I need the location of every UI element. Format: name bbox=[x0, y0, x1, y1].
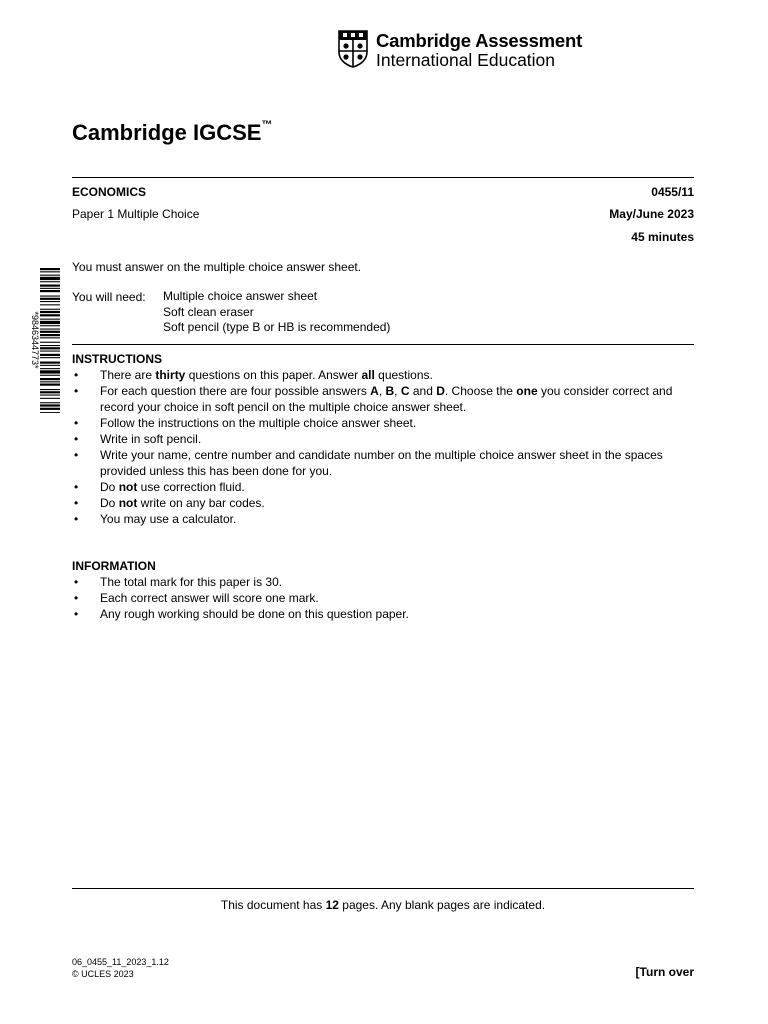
answer-instruction: You must answer on the multiple choice answer sheet. bbox=[72, 260, 362, 274]
org-name-line1: Cambridge Assessment bbox=[376, 30, 583, 51]
qualification-title bbox=[72, 120, 272, 146]
paper-title: Paper 1 Multiple Choice bbox=[72, 207, 200, 221]
turn-over: [Turn over bbox=[635, 965, 694, 979]
qualification-name: Cambridge IGCSE bbox=[72, 120, 262, 145]
instruction-item: • For each question there are four possible answers A, B, C and D. Choose the one you consider correct and record your choice in soft pencil on the multiple choice answer sheet. bbox=[72, 383, 694, 415]
barcode bbox=[26, 268, 60, 413]
instruction-item: • Write your name, centre number and candidate number on the multiple choice answer sheet in the spaces provided unless this has been done for you. bbox=[72, 447, 694, 479]
information-list bbox=[72, 574, 694, 622]
document-id: 06_0455_11_2023_1.12 bbox=[72, 957, 169, 967]
paper-code: 0455/11 bbox=[651, 185, 694, 199]
divider-top bbox=[72, 177, 694, 178]
instructions-heading: INSTRUCTIONS bbox=[72, 352, 162, 366]
barcode-bars bbox=[40, 268, 60, 413]
session: May/June 2023 bbox=[609, 207, 694, 221]
cambridge-shield-icon bbox=[338, 30, 368, 68]
information-heading: INFORMATION bbox=[72, 559, 156, 573]
copyright: © UCLES 2023 bbox=[72, 969, 134, 979]
instruction-item: • Do not write on any bar codes. bbox=[72, 495, 694, 511]
instruction-item: • Write in soft pencil. bbox=[72, 431, 694, 447]
instruction-item: • You may use a calculator. bbox=[72, 511, 694, 527]
instruction-item: • Do not use correction fluid. bbox=[72, 479, 694, 495]
divider-instructions bbox=[72, 344, 694, 345]
information-item: • The total mark for this paper is 30. bbox=[72, 574, 694, 590]
need-item: Soft clean eraser bbox=[163, 304, 254, 319]
you-will-need-label: You will need: bbox=[72, 290, 146, 304]
information-item: • Any rough working should be done on this question paper. bbox=[72, 606, 694, 622]
instructions-list bbox=[72, 367, 694, 527]
cambridge-logo bbox=[338, 30, 583, 70]
instruction-item: • Follow the instructions on the multiple choice answer sheet. bbox=[72, 415, 694, 431]
information-item: • Each correct answer will score one mark. bbox=[72, 590, 694, 606]
you-will-need-list bbox=[163, 289, 390, 336]
subject: ECONOMICS bbox=[72, 185, 147, 199]
divider-footer bbox=[72, 888, 694, 889]
barcode-text: *9846344773* bbox=[30, 311, 40, 369]
duration: 45 minutes bbox=[631, 230, 694, 244]
org-name-line2: International Education bbox=[376, 50, 556, 70]
need-item: Multiple choice answer sheet bbox=[163, 289, 318, 303]
instruction-item: • There are thirty questions on this paper. Answer all questions. bbox=[72, 367, 694, 383]
page-count-note: This document has 12 pages. Any blank pages are indicated. bbox=[220, 898, 546, 912]
need-item: Soft pencil (type B or HB is recommended) bbox=[163, 320, 391, 334]
trademark-symbol: ™ bbox=[261, 118, 273, 131]
